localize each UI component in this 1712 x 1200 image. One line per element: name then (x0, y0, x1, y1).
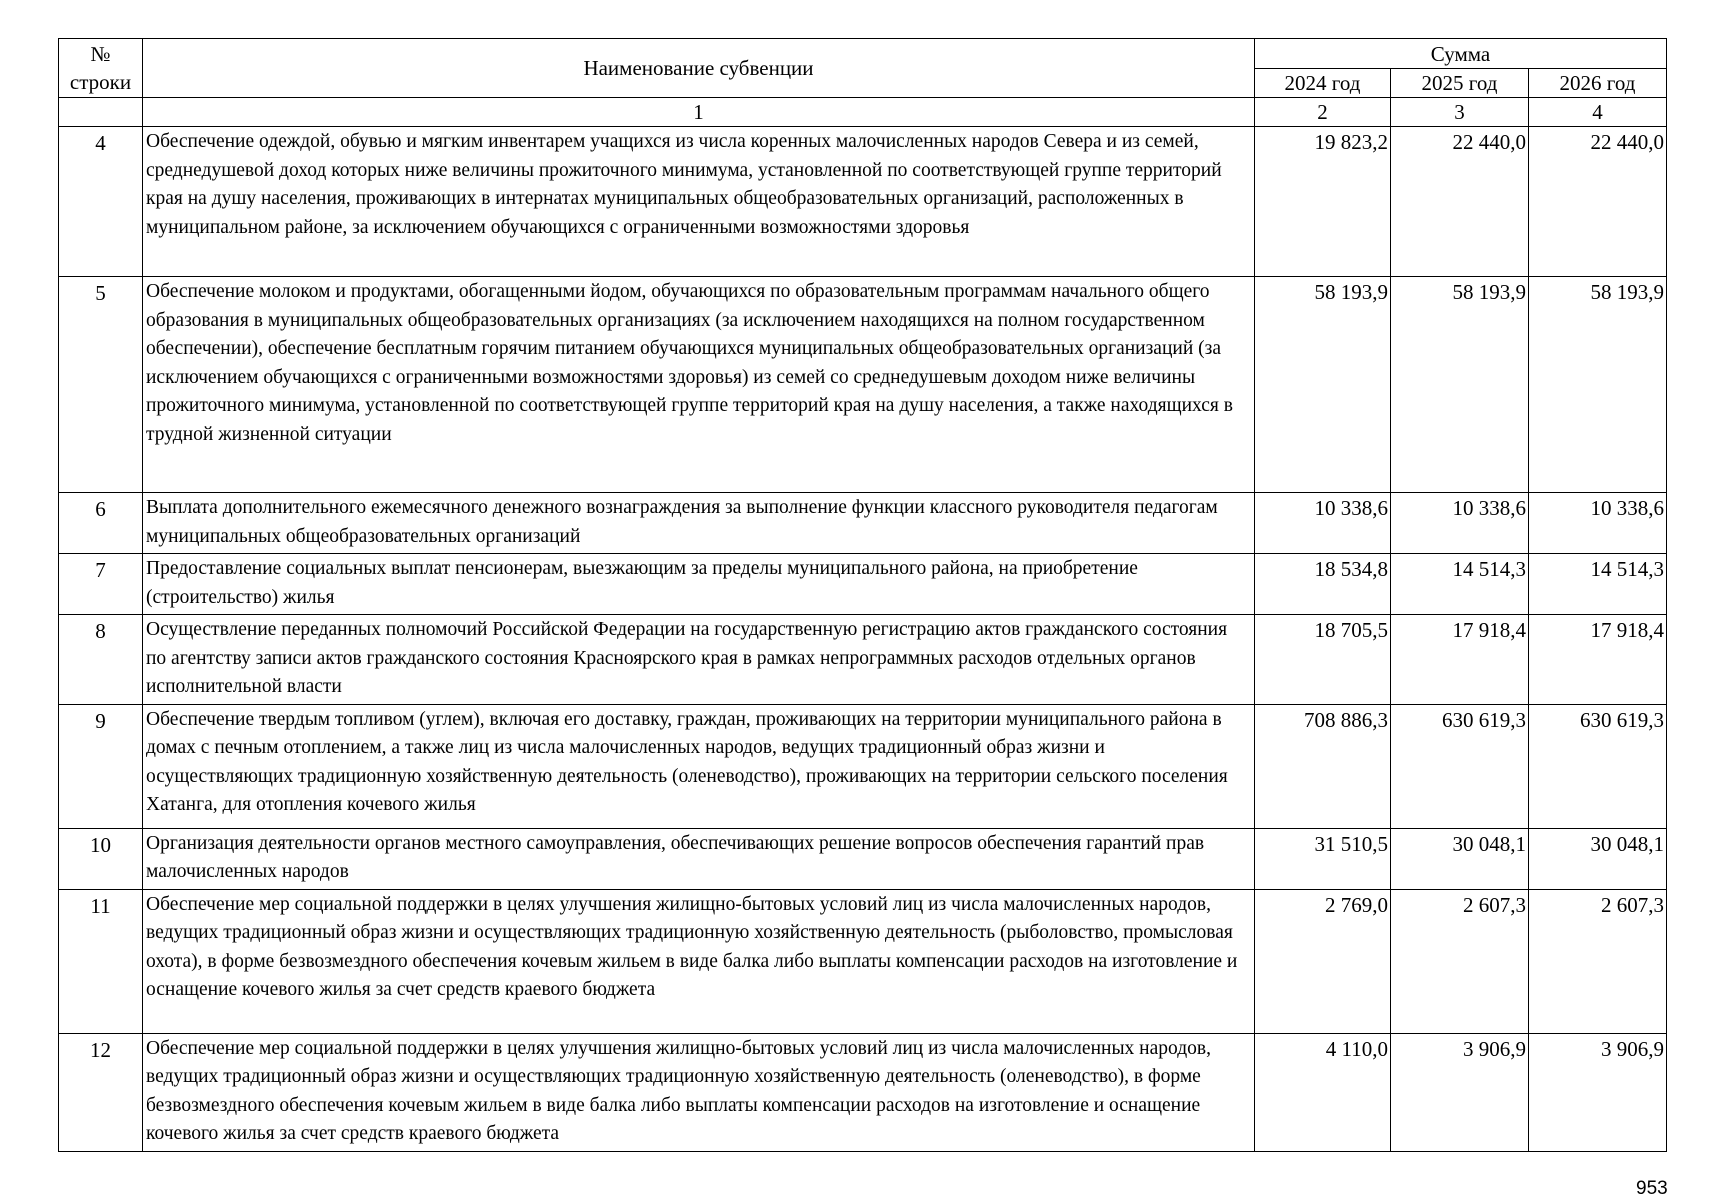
amount-2026: 2 607,3 (1529, 889, 1667, 1033)
amount-2024: 2 769,0 (1255, 889, 1391, 1033)
table-row (59, 277, 1667, 493)
amount-2026: 630 619,3 (1529, 704, 1667, 828)
table-row (59, 1033, 1667, 1151)
sum-header: Сумма (1255, 39, 1667, 69)
column-index-2: 2 (1255, 98, 1391, 127)
amount-2025: 17 918,4 (1391, 615, 1529, 705)
table-row (59, 828, 1667, 889)
subvention-table (58, 38, 1667, 1152)
amount-2025: 630 619,3 (1391, 704, 1529, 828)
subvention-name: Обеспечение мер социальной поддержки в целях улучшения жилищно-бытовых условий лиц из числа малочисленных народов, ведущих традиционный образ жизни и осуществляющих традиционную хозяйственную деятельность (рыболовство, промысловая охота), в форме безвозмездного обеспечения кочевым жильем в виде балка либо выплаты компенсации расходов на изготовление и оснащение кочевого жилья за счет средств краевого бюджета (143, 889, 1255, 1033)
amount-2024: 708 886,3 (1255, 704, 1391, 828)
row-number-header: № строки (59, 39, 143, 98)
amount-2025: 2 607,3 (1391, 889, 1529, 1033)
column-index-blank (59, 98, 143, 127)
row-number: 7 (59, 554, 143, 615)
table-row (59, 615, 1667, 705)
amount-2026: 10 338,6 (1529, 493, 1667, 554)
column-index-4: 4 (1529, 98, 1667, 127)
amount-2024: 31 510,5 (1255, 828, 1391, 889)
amount-2025: 10 338,6 (1391, 493, 1529, 554)
subvention-document (58, 38, 1668, 1199)
amount-2026: 3 906,9 (1529, 1033, 1667, 1151)
row-number: 8 (59, 615, 143, 705)
table-row (59, 704, 1667, 828)
amount-2025: 14 514,3 (1391, 554, 1529, 615)
subvention-name: Выплата дополнительного ежемесячного денежного вознаграждения за выполнение функции классного руководителя педагогам муниципальных общеобразовательных организаций (143, 493, 1255, 554)
table-row (59, 127, 1667, 277)
amount-2026: 30 048,1 (1529, 828, 1667, 889)
column-index-3: 3 (1391, 98, 1529, 127)
subvention-name: Обеспечение твердым топливом (углем), включая его доставку, граждан, проживающих на территории муниципального района в домах с печным отоплением, а также лиц из числа малочисленных народов, ведущих традиционный образ жизни и осуществляющих традиционную хозяйственную деятельность (оленеводство), проживающих на территории сельского поселения Хатанга, для отопления кочевого жилья (143, 704, 1255, 828)
row-number: 9 (59, 704, 143, 828)
row-number: 5 (59, 277, 143, 493)
row-number: 10 (59, 828, 143, 889)
row-number: 4 (59, 127, 143, 277)
amount-2026: 22 440,0 (1529, 127, 1667, 277)
amount-2024: 19 823,2 (1255, 127, 1391, 277)
subvention-name-header: Наименование субвенции (143, 39, 1255, 98)
subvention-name: Обеспечение одеждой, обувью и мягким инвентарем учащихся из числа коренных малочисленных народов Севера и из семей, среднедушевой доход которых ниже величины прожиточного минимума, установленной по соответствующей группе территорий края на душу населения, проживающих в интернатах муниципальных общеобразовательных организаций, расположенных в муниципальном районе, за исключением обучающихся с ограниченными возможностями здоровья (143, 127, 1255, 277)
amount-2024: 10 338,6 (1255, 493, 1391, 554)
row-number: 6 (59, 493, 143, 554)
amount-2024: 58 193,9 (1255, 277, 1391, 493)
amount-2024: 18 534,8 (1255, 554, 1391, 615)
row-number: 11 (59, 889, 143, 1033)
subvention-name: Организация деятельности органов местного самоуправления, обеспечивающих решение вопросов обеспечения гарантий прав малочисленных народов (143, 828, 1255, 889)
amount-2024: 4 110,0 (1255, 1033, 1391, 1151)
row-number: 12 (59, 1033, 143, 1151)
subvention-name: Осуществление переданных полномочий Российской Федерации на государственную регистрацию актов гражданского состояния по агентству записи актов гражданского состояния Красноярского края в рамках непрограммных расходов отдельных органов исполнительной власти (143, 615, 1255, 705)
amount-2025: 22 440,0 (1391, 127, 1529, 277)
amount-2025: 3 906,9 (1391, 1033, 1529, 1151)
page-number: 953 (1636, 1178, 1668, 1199)
amount-2026: 14 514,3 (1529, 554, 1667, 615)
table-row (59, 554, 1667, 615)
amount-2025: 58 193,9 (1391, 277, 1529, 493)
table-row (59, 889, 1667, 1033)
table-row (59, 493, 1667, 554)
year-header-2024: 2024 год (1255, 69, 1391, 98)
subvention-name: Предоставление социальных выплат пенсионерам, выезжающим за пределы муниципального района, на приобретение (строительство) жилья (143, 554, 1255, 615)
amount-2026: 58 193,9 (1529, 277, 1667, 493)
amount-2025: 30 048,1 (1391, 828, 1529, 889)
year-header-2025: 2025 год (1391, 69, 1529, 98)
amount-2024: 18 705,5 (1255, 615, 1391, 705)
amount-2026: 17 918,4 (1529, 615, 1667, 705)
subvention-name: Обеспечение молоком и продуктами, обогащенными йодом, обучающихся по образовательным программам начального общего образования в муниципальных общеобразовательных организациях (за исключением находящихся на полном государственном обеспечении), обеспечение бесплатным горячим питанием обучающихся муниципальных общеобразовательных организаций (за исключением обучающихся с ограниченными возможностями здоровья) из семей со среднедушевым доходом ниже величины прожиточного минимума, установленной по соответствующей группе территорий края на душу населения, а также находящихся в трудной жизненной ситуации (143, 277, 1255, 493)
year-header-2026: 2026 год (1529, 69, 1667, 98)
column-index-1: 1 (143, 98, 1255, 127)
subvention-name: Обеспечение мер социальной поддержки в целях улучшения жилищно-бытовых условий лиц из числа малочисленных народов, ведущих традиционный образ жизни и осуществляющих традиционную хозяйственную деятельность (оленеводство), в форме безвозмездного обеспечения кочевым жильем в виде балка либо выплаты компенсации расходов на изготовление и оснащение кочевого жилья за счет средств краевого бюджета (143, 1033, 1255, 1151)
